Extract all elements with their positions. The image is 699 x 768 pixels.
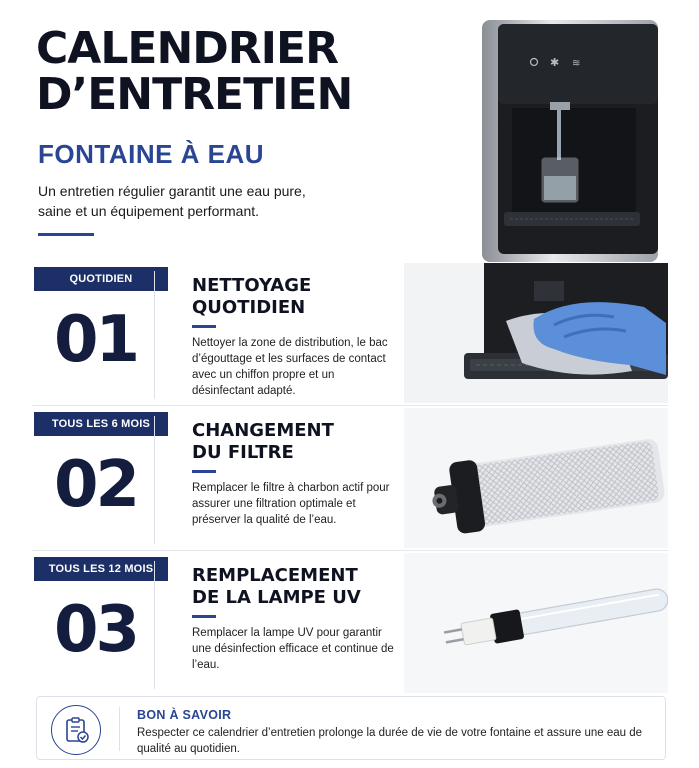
step-divider (154, 561, 155, 689)
step-title-underline (192, 470, 216, 473)
intro-divider (38, 233, 94, 236)
intro-text: Un entretien régulier garantit une eau pure, saine et un équipement performant. (38, 183, 306, 219)
step-card (32, 551, 668, 696)
step-title (192, 565, 412, 609)
maintenance-steps (32, 261, 668, 696)
tip-divider (119, 707, 120, 751)
tip-title: BON À SAVOIR (137, 708, 232, 722)
cleaning-image (404, 263, 668, 403)
tip-text: Respecter ce calendrier d’entretien prolonge la durée de vie de votre fontaine et assure une eau de qualité au quotidien. (137, 727, 643, 755)
step-description: Nettoyer la zone de distribution, le bac d’égouttage et les surfaces de contact avec un chiffon propre et un désinfectant adapté. (192, 337, 388, 397)
step-title (192, 275, 412, 319)
step-number: 02 (54, 448, 138, 522)
step-title-underline (192, 325, 216, 328)
frequency-badge: TOUS LES 6 MOIS (34, 412, 168, 436)
page-title-line-2: D’ENTRETIEN (36, 69, 353, 120)
step-title-underline (192, 615, 216, 618)
step-divider (154, 416, 155, 544)
clipboard-check-icon (51, 705, 101, 755)
tip-box (36, 696, 666, 760)
frequency-badge: QUOTIDIEN (34, 267, 168, 291)
uv-lamp-image (404, 553, 668, 693)
step-title-line-1: REMPLACEMENT (192, 565, 358, 586)
step-title-line-1: NETTOYAGE (192, 275, 312, 296)
step-title (192, 420, 412, 464)
step-card (32, 261, 668, 406)
step-title-line-2: QUOTIDIEN (192, 297, 306, 318)
step-title-line-2: DU FILTRE (192, 442, 294, 463)
step-card (32, 406, 668, 551)
step-title-line-1: CHANGEMENT (192, 420, 334, 441)
step-description: Remplacer la lampe UV pour garantir une désinfection efficace et continue de l’eau. (192, 627, 394, 671)
svg-text:≋: ≋ (572, 58, 581, 69)
page-title (36, 23, 416, 120)
page-title-line-1: CALENDRIER (36, 23, 338, 74)
step-number: 03 (54, 593, 138, 667)
svg-text:✱: ✱ (550, 56, 560, 69)
step-description: Remplacer le filtre à charbon actif pour assurer une filtration optimale et préserver la qualité de l’eau. (192, 482, 390, 526)
frequency-badge: TOUS LES 12 MOIS (34, 557, 168, 581)
step-divider (154, 271, 155, 399)
page-subtitle: FONTAINE À EAU (38, 139, 265, 169)
step-title-line-2: DE LA LAMPE UV (192, 587, 361, 608)
water-fountain-image (470, 16, 660, 262)
step-number: 01 (54, 303, 138, 377)
filter-cartridge-image (404, 408, 668, 548)
